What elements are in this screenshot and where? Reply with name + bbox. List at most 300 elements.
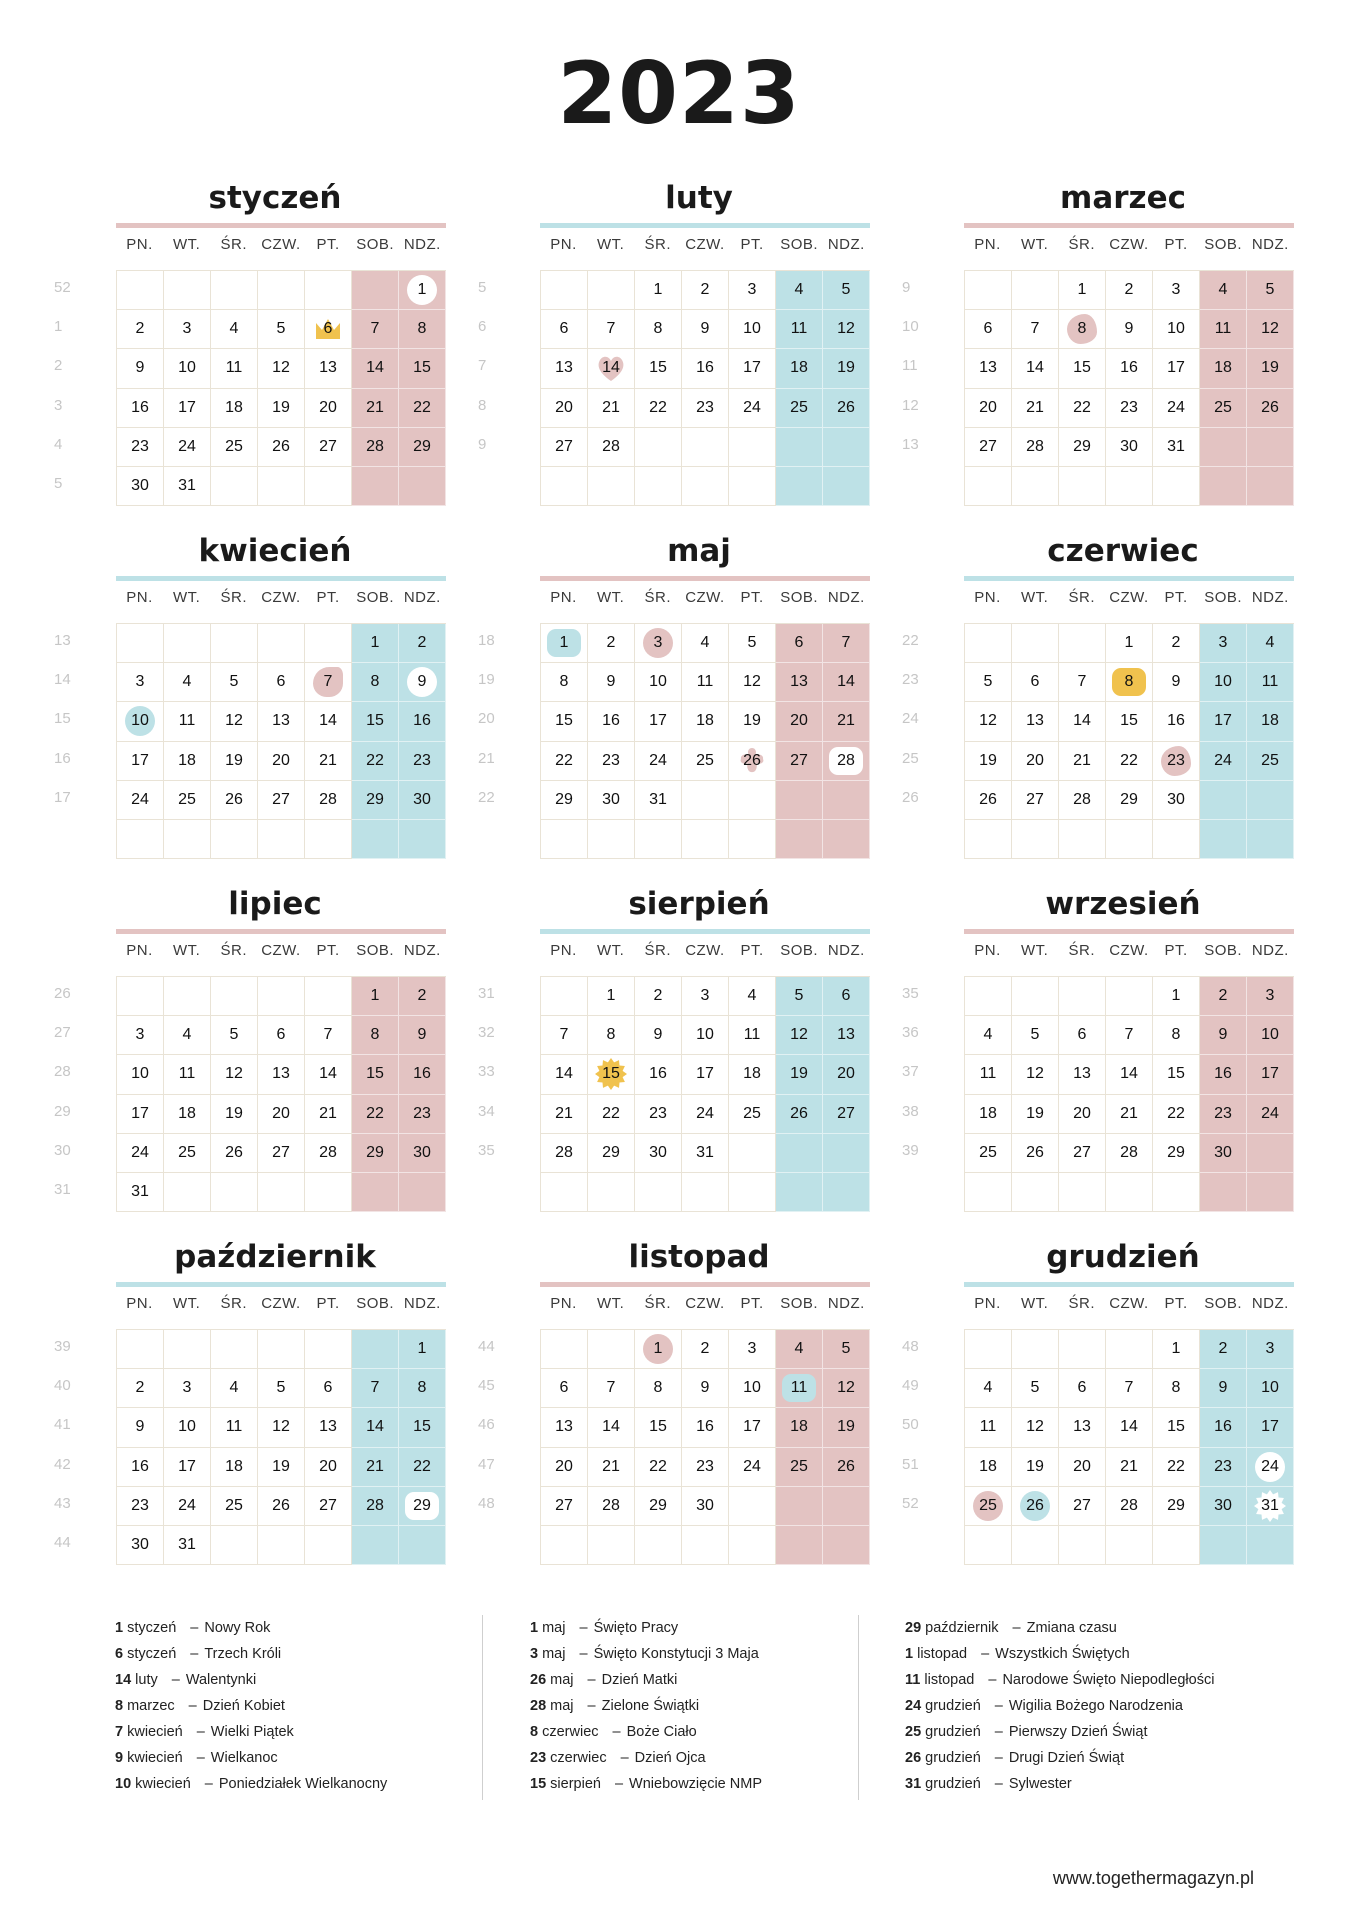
day-cell[interactable]: [1012, 742, 1059, 781]
day-cell[interactable]: [635, 781, 682, 820]
day-cell[interactable]: [729, 1448, 776, 1487]
day-cell[interactable]: [588, 1448, 635, 1487]
day-cell[interactable]: [258, 1408, 305, 1447]
day-cell[interactable]: [682, 742, 729, 781]
day-cell[interactable]: [117, 1526, 164, 1565]
day-cell[interactable]: [729, 624, 776, 663]
day-cell[interactable]: [823, 389, 870, 428]
day-cell[interactable]: [1059, 663, 1106, 702]
day-cell[interactable]: [352, 428, 399, 467]
day-cell[interactable]: [965, 389, 1012, 428]
day-cell[interactable]: [305, 389, 352, 428]
day-cell[interactable]: [1247, 1095, 1294, 1134]
day-cell[interactable]: [776, 271, 823, 310]
day-cell[interactable]: [541, 1487, 588, 1526]
day-cell[interactable]: [1059, 1487, 1106, 1526]
day-cell[interactable]: [635, 977, 682, 1016]
day-cell[interactable]: [1106, 1095, 1153, 1134]
day-cell[interactable]: [635, 1134, 682, 1173]
day-cell[interactable]: [1247, 349, 1294, 388]
day-cell[interactable]: [211, 702, 258, 741]
day-cell[interactable]: [352, 1408, 399, 1447]
day-cell[interactable]: [541, 1055, 588, 1094]
day-cell[interactable]: [1012, 1095, 1059, 1134]
day-cell[interactable]: [164, 389, 211, 428]
day-cell[interactable]: [305, 1487, 352, 1526]
day-cell[interactable]: [588, 624, 635, 663]
day-cell[interactable]: [258, 349, 305, 388]
day-cell[interactable]: [1200, 1448, 1247, 1487]
day-cell[interactable]: [588, 1487, 635, 1526]
day-cell[interactable]: [729, 1369, 776, 1408]
day-cell[interactable]: [1059, 389, 1106, 428]
day-cell[interactable]: [399, 1134, 446, 1173]
day-cell[interactable]: [1247, 389, 1294, 428]
day-cell[interactable]: [352, 663, 399, 702]
day-cell[interactable]: [635, 1369, 682, 1408]
day-cell[interactable]: [117, 1095, 164, 1134]
day-cell[interactable]: [729, 310, 776, 349]
day-cell[interactable]: [352, 310, 399, 349]
day-cell[interactable]: [729, 1408, 776, 1447]
day-cell[interactable]: [399, 389, 446, 428]
day-cell[interactable]: [588, 1134, 635, 1173]
day-cell[interactable]: [117, 702, 164, 741]
day-cell[interactable]: [352, 624, 399, 663]
day-cell[interactable]: [588, 1095, 635, 1134]
day-cell[interactable]: [305, 1095, 352, 1134]
day-cell[interactable]: [823, 663, 870, 702]
day-cell[interactable]: [1012, 1448, 1059, 1487]
day-cell[interactable]: [305, 702, 352, 741]
day-cell[interactable]: [1106, 1055, 1153, 1094]
day-cell[interactable]: [823, 977, 870, 1016]
day-cell[interactable]: [1059, 271, 1106, 310]
day-cell[interactable]: [352, 702, 399, 741]
day-cell[interactable]: [1247, 977, 1294, 1016]
day-cell[interactable]: [1200, 742, 1247, 781]
day-cell[interactable]: [965, 428, 1012, 467]
day-cell[interactable]: [1200, 1055, 1247, 1094]
day-cell[interactable]: [1247, 1487, 1294, 1526]
day-cell[interactable]: [823, 349, 870, 388]
day-cell[interactable]: [258, 1095, 305, 1134]
day-cell[interactable]: [776, 1055, 823, 1094]
day-cell[interactable]: [635, 310, 682, 349]
day-cell[interactable]: [965, 1016, 1012, 1055]
day-cell[interactable]: [635, 1055, 682, 1094]
day-cell[interactable]: [965, 781, 1012, 820]
day-cell[interactable]: [635, 1408, 682, 1447]
day-cell[interactable]: [635, 1095, 682, 1134]
day-cell[interactable]: [682, 271, 729, 310]
day-cell[interactable]: [682, 624, 729, 663]
day-cell[interactable]: [1012, 310, 1059, 349]
day-cell[interactable]: [635, 349, 682, 388]
day-cell[interactable]: [117, 1055, 164, 1094]
day-cell[interactable]: [117, 1448, 164, 1487]
day-cell[interactable]: [305, 1369, 352, 1408]
day-cell[interactable]: [1153, 624, 1200, 663]
day-cell[interactable]: [682, 1016, 729, 1055]
day-cell[interactable]: [1106, 624, 1153, 663]
day-cell[interactable]: [588, 1016, 635, 1055]
day-cell[interactable]: [211, 1095, 258, 1134]
day-cell[interactable]: [352, 742, 399, 781]
day-cell[interactable]: [305, 428, 352, 467]
day-cell[interactable]: [823, 1408, 870, 1447]
day-cell[interactable]: [1200, 663, 1247, 702]
day-cell[interactable]: [1153, 389, 1200, 428]
day-cell[interactable]: [1153, 742, 1200, 781]
day-cell[interactable]: [965, 1448, 1012, 1487]
day-cell[interactable]: [1106, 663, 1153, 702]
day-cell[interactable]: [1200, 1487, 1247, 1526]
day-cell[interactable]: [258, 389, 305, 428]
day-cell[interactable]: [541, 624, 588, 663]
day-cell[interactable]: [305, 781, 352, 820]
day-cell[interactable]: [164, 1095, 211, 1134]
day-cell[interactable]: [1012, 1487, 1059, 1526]
day-cell[interactable]: [258, 428, 305, 467]
website-url[interactable]: www.togethermagazyn.pl: [1052, 1868, 1254, 1888]
day-cell[interactable]: [1012, 1055, 1059, 1094]
day-cell[interactable]: [211, 349, 258, 388]
day-cell[interactable]: [1153, 1487, 1200, 1526]
day-cell[interactable]: [258, 702, 305, 741]
day-cell[interactable]: [211, 1055, 258, 1094]
day-cell[interactable]: [258, 1369, 305, 1408]
day-cell[interactable]: [164, 1408, 211, 1447]
day-cell[interactable]: [1247, 663, 1294, 702]
day-cell[interactable]: [164, 428, 211, 467]
day-cell[interactable]: [164, 1016, 211, 1055]
day-cell[interactable]: [399, 1369, 446, 1408]
day-cell[interactable]: [541, 781, 588, 820]
day-cell[interactable]: [1247, 1016, 1294, 1055]
day-cell[interactable]: [352, 349, 399, 388]
day-cell[interactable]: [352, 389, 399, 428]
day-cell[interactable]: [1153, 1369, 1200, 1408]
day-cell[interactable]: [776, 349, 823, 388]
day-cell[interactable]: [1153, 663, 1200, 702]
day-cell[interactable]: [1012, 702, 1059, 741]
day-cell[interactable]: [823, 310, 870, 349]
day-cell[interactable]: [164, 349, 211, 388]
day-cell[interactable]: [541, 1134, 588, 1173]
day-cell[interactable]: [211, 1016, 258, 1055]
day-cell[interactable]: [305, 1408, 352, 1447]
day-cell[interactable]: [117, 663, 164, 702]
day-cell[interactable]: [1106, 389, 1153, 428]
day-cell[interactable]: [1059, 702, 1106, 741]
day-cell[interactable]: [776, 663, 823, 702]
day-cell[interactable]: [1106, 1134, 1153, 1173]
day-cell[interactable]: [117, 349, 164, 388]
day-cell[interactable]: [117, 742, 164, 781]
day-cell[interactable]: [399, 977, 446, 1016]
day-cell[interactable]: [965, 310, 1012, 349]
day-cell[interactable]: [117, 1369, 164, 1408]
day-cell[interactable]: [1012, 781, 1059, 820]
day-cell[interactable]: [1106, 428, 1153, 467]
day-cell[interactable]: [682, 1134, 729, 1173]
day-cell[interactable]: [164, 742, 211, 781]
day-cell[interactable]: [1200, 1408, 1247, 1447]
day-cell[interactable]: [729, 271, 776, 310]
day-cell[interactable]: [399, 663, 446, 702]
day-cell[interactable]: [117, 1408, 164, 1447]
day-cell[interactable]: [1200, 1134, 1247, 1173]
day-cell[interactable]: [541, 1095, 588, 1134]
day-cell[interactable]: [635, 624, 682, 663]
day-cell[interactable]: [211, 781, 258, 820]
day-cell[interactable]: [164, 702, 211, 741]
day-cell[interactable]: [1012, 428, 1059, 467]
day-cell[interactable]: [1012, 663, 1059, 702]
day-cell[interactable]: [258, 1055, 305, 1094]
day-cell[interactable]: [541, 742, 588, 781]
day-cell[interactable]: [729, 977, 776, 1016]
day-cell[interactable]: [1247, 1448, 1294, 1487]
day-cell[interactable]: [541, 663, 588, 702]
day-cell[interactable]: [776, 742, 823, 781]
day-cell[interactable]: [588, 349, 635, 388]
day-cell[interactable]: [1059, 1134, 1106, 1173]
day-cell[interactable]: [588, 1369, 635, 1408]
day-cell[interactable]: [1059, 428, 1106, 467]
day-cell[interactable]: [1247, 624, 1294, 663]
day-cell[interactable]: [211, 1448, 258, 1487]
day-cell[interactable]: [117, 428, 164, 467]
day-cell[interactable]: [211, 1408, 258, 1447]
day-cell[interactable]: [1247, 702, 1294, 741]
day-cell[interactable]: [164, 1487, 211, 1526]
day-cell[interactable]: [1200, 1095, 1247, 1134]
day-cell[interactable]: [682, 310, 729, 349]
day-cell[interactable]: [776, 1016, 823, 1055]
day-cell[interactable]: [823, 1055, 870, 1094]
day-cell[interactable]: [635, 702, 682, 741]
day-cell[interactable]: [541, 1369, 588, 1408]
day-cell[interactable]: [541, 349, 588, 388]
day-cell[interactable]: [729, 702, 776, 741]
day-cell[interactable]: [965, 702, 1012, 741]
day-cell[interactable]: [588, 742, 635, 781]
day-cell[interactable]: [1106, 1448, 1153, 1487]
day-cell[interactable]: [211, 663, 258, 702]
day-cell[interactable]: [258, 1487, 305, 1526]
day-cell[interactable]: [776, 1369, 823, 1408]
day-cell[interactable]: [682, 349, 729, 388]
day-cell[interactable]: [1012, 389, 1059, 428]
day-cell[interactable]: [164, 310, 211, 349]
day-cell[interactable]: [1200, 977, 1247, 1016]
day-cell[interactable]: [352, 1055, 399, 1094]
day-cell[interactable]: [258, 1134, 305, 1173]
day-cell[interactable]: [1247, 310, 1294, 349]
day-cell[interactable]: [823, 271, 870, 310]
day-cell[interactable]: [1059, 1016, 1106, 1055]
day-cell[interactable]: [399, 428, 446, 467]
day-cell[interactable]: [1200, 349, 1247, 388]
day-cell[interactable]: [305, 1055, 352, 1094]
day-cell[interactable]: [541, 428, 588, 467]
day-cell[interactable]: [682, 1487, 729, 1526]
day-cell[interactable]: [1200, 310, 1247, 349]
day-cell[interactable]: [117, 310, 164, 349]
day-cell[interactable]: [635, 1330, 682, 1369]
day-cell[interactable]: [399, 624, 446, 663]
day-cell[interactable]: [164, 1448, 211, 1487]
day-cell[interactable]: [1247, 271, 1294, 310]
day-cell[interactable]: [682, 977, 729, 1016]
day-cell[interactable]: [164, 1134, 211, 1173]
day-cell[interactable]: [1106, 1408, 1153, 1447]
day-cell[interactable]: [399, 1448, 446, 1487]
day-cell[interactable]: [635, 1487, 682, 1526]
day-cell[interactable]: [541, 310, 588, 349]
day-cell[interactable]: [729, 742, 776, 781]
day-cell[interactable]: [1106, 310, 1153, 349]
day-cell[interactable]: [776, 702, 823, 741]
day-cell[interactable]: [1059, 1095, 1106, 1134]
day-cell[interactable]: [682, 389, 729, 428]
day-cell[interactable]: [541, 1448, 588, 1487]
day-cell[interactable]: [823, 702, 870, 741]
day-cell[interactable]: [352, 1134, 399, 1173]
day-cell[interactable]: [541, 389, 588, 428]
day-cell[interactable]: [399, 1055, 446, 1094]
day-cell[interactable]: [211, 389, 258, 428]
day-cell[interactable]: [352, 1016, 399, 1055]
day-cell[interactable]: [1059, 349, 1106, 388]
day-cell[interactable]: [1247, 1369, 1294, 1408]
day-cell[interactable]: [635, 1016, 682, 1055]
day-cell[interactable]: [117, 1487, 164, 1526]
day-cell[interactable]: [1106, 1487, 1153, 1526]
day-cell[interactable]: [776, 624, 823, 663]
day-cell[interactable]: [211, 1134, 258, 1173]
day-cell[interactable]: [823, 1095, 870, 1134]
day-cell[interactable]: [164, 781, 211, 820]
day-cell[interactable]: [1200, 624, 1247, 663]
day-cell[interactable]: [399, 1095, 446, 1134]
day-cell[interactable]: [1247, 1408, 1294, 1447]
day-cell[interactable]: [399, 1487, 446, 1526]
day-cell[interactable]: [588, 977, 635, 1016]
day-cell[interactable]: [776, 1448, 823, 1487]
day-cell[interactable]: [729, 1095, 776, 1134]
day-cell[interactable]: [682, 663, 729, 702]
day-cell[interactable]: [1153, 1016, 1200, 1055]
day-cell[interactable]: [258, 663, 305, 702]
day-cell[interactable]: [729, 349, 776, 388]
day-cell[interactable]: [399, 781, 446, 820]
day-cell[interactable]: [117, 389, 164, 428]
day-cell[interactable]: [541, 1016, 588, 1055]
day-cell[interactable]: [1200, 1330, 1247, 1369]
day-cell[interactable]: [258, 1016, 305, 1055]
day-cell[interactable]: [1247, 1055, 1294, 1094]
day-cell[interactable]: [635, 663, 682, 702]
day-cell[interactable]: [823, 1016, 870, 1055]
day-cell[interactable]: [1153, 1134, 1200, 1173]
day-cell[interactable]: [729, 1016, 776, 1055]
day-cell[interactable]: [776, 310, 823, 349]
day-cell[interactable]: [635, 271, 682, 310]
day-cell[interactable]: [588, 310, 635, 349]
day-cell[interactable]: [399, 1016, 446, 1055]
day-cell[interactable]: [258, 1448, 305, 1487]
day-cell[interactable]: [1106, 271, 1153, 310]
day-cell[interactable]: [305, 1016, 352, 1055]
day-cell[interactable]: [1012, 1016, 1059, 1055]
day-cell[interactable]: [729, 1055, 776, 1094]
day-cell[interactable]: [305, 349, 352, 388]
day-cell[interactable]: [164, 1369, 211, 1408]
day-cell[interactable]: [1106, 349, 1153, 388]
day-cell[interactable]: [588, 389, 635, 428]
day-cell[interactable]: [1200, 1369, 1247, 1408]
day-cell[interactable]: [965, 1369, 1012, 1408]
day-cell[interactable]: [1059, 1055, 1106, 1094]
day-cell[interactable]: [1012, 1369, 1059, 1408]
day-cell[interactable]: [117, 1134, 164, 1173]
day-cell[interactable]: [211, 310, 258, 349]
day-cell[interactable]: [823, 1330, 870, 1369]
day-cell[interactable]: [164, 467, 211, 506]
day-cell[interactable]: [399, 310, 446, 349]
day-cell[interactable]: [305, 742, 352, 781]
day-cell[interactable]: [305, 663, 352, 702]
day-cell[interactable]: [117, 467, 164, 506]
day-cell[interactable]: [823, 742, 870, 781]
day-cell[interactable]: [823, 1448, 870, 1487]
day-cell[interactable]: [776, 1095, 823, 1134]
day-cell[interactable]: [1059, 1408, 1106, 1447]
day-cell[interactable]: [1153, 977, 1200, 1016]
day-cell[interactable]: [965, 663, 1012, 702]
day-cell[interactable]: [1153, 310, 1200, 349]
day-cell[interactable]: [635, 742, 682, 781]
day-cell[interactable]: [117, 1173, 164, 1212]
day-cell[interactable]: [1153, 702, 1200, 741]
day-cell[interactable]: [1059, 1448, 1106, 1487]
day-cell[interactable]: [1200, 702, 1247, 741]
day-cell[interactable]: [1200, 389, 1247, 428]
day-cell[interactable]: [352, 781, 399, 820]
day-cell[interactable]: [258, 310, 305, 349]
day-cell[interactable]: [1247, 1330, 1294, 1369]
day-cell[interactable]: [1106, 781, 1153, 820]
day-cell[interactable]: [965, 1408, 1012, 1447]
day-cell[interactable]: [588, 702, 635, 741]
day-cell[interactable]: [682, 1408, 729, 1447]
day-cell[interactable]: [823, 1369, 870, 1408]
day-cell[interactable]: [588, 663, 635, 702]
day-cell[interactable]: [1153, 1055, 1200, 1094]
day-cell[interactable]: [1153, 781, 1200, 820]
day-cell[interactable]: [211, 428, 258, 467]
day-cell[interactable]: [1012, 1134, 1059, 1173]
day-cell[interactable]: [305, 1134, 352, 1173]
day-cell[interactable]: [776, 1408, 823, 1447]
day-cell[interactable]: [588, 781, 635, 820]
day-cell[interactable]: [729, 389, 776, 428]
day-cell[interactable]: [541, 702, 588, 741]
day-cell[interactable]: [352, 1369, 399, 1408]
